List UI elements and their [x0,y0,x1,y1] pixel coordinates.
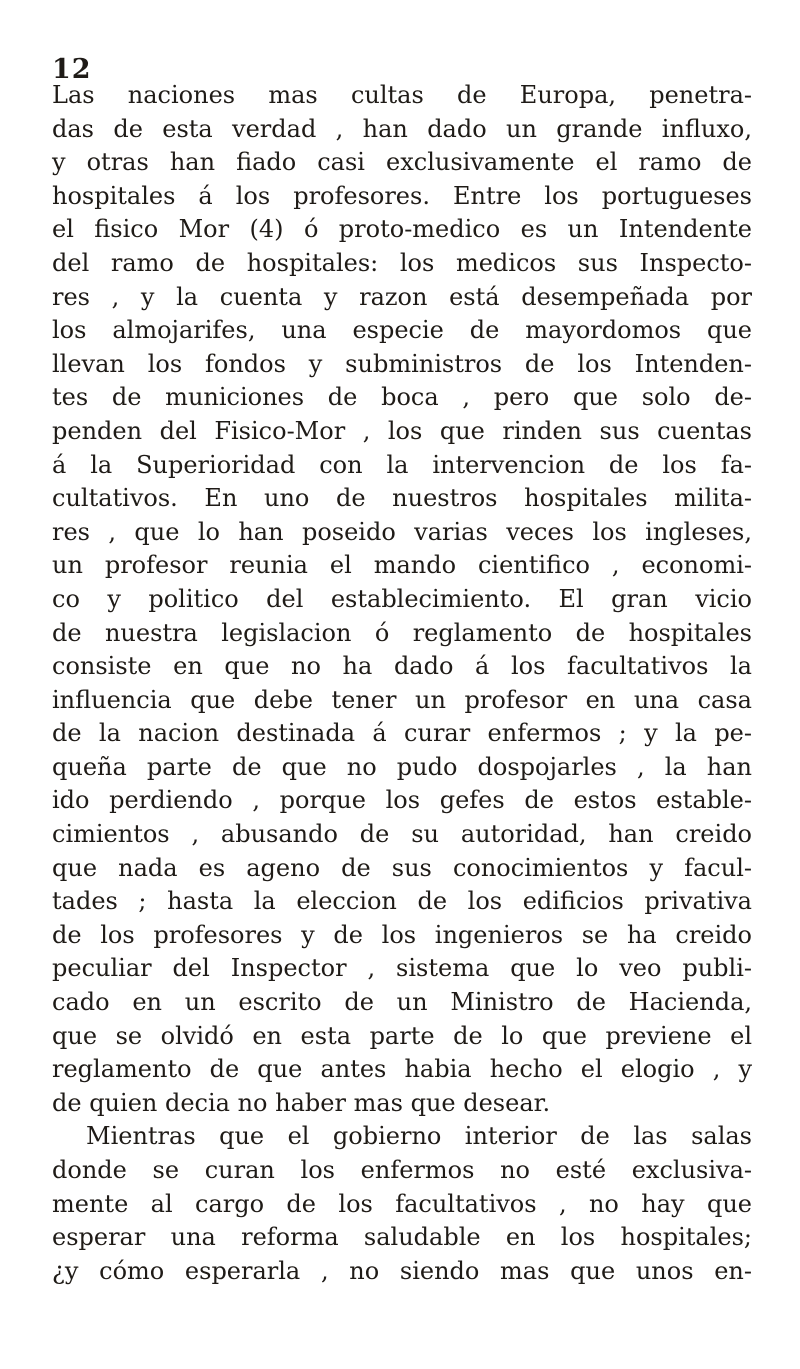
text-line: esperar una reforma saludable en los hospitales; [52,1223,752,1252]
text-line: tades ; hasta la eleccion de los edificios privativa [52,887,752,916]
text-line: influencia que debe tener un profesor en una casa [52,685,752,714]
text-line: queña parte de que no pudo dospojarles , la han [52,752,752,781]
text-line: cado en un escrito de un Ministro de Hacienda, [52,988,752,1017]
text-line: Las naciones mas cultas de Europa, penetra- [52,81,752,109]
text-line: á la Superioridad con la intervencion de los fa- [52,450,752,479]
text-line: penden del Fisico-Mor , los que rinden sus cuentas [52,416,752,445]
text-line: que nada es ageno de sus conocimientos y facul- [52,853,752,882]
text-line: co y politico del establecimiento. El gran vicio [52,584,752,613]
text-line: cultativos. En uno de nuestros hospitales milita- [52,484,752,513]
text-line: res , que lo han poseido varias veces los ingleses, [52,517,752,546]
text-line: los almojarifes, una especie de mayordomos que [52,316,752,345]
page-number: 12 [52,54,92,85]
text-line: que se olvidó en esta parte de lo que previene el [52,1021,752,1050]
text-line: reglamento de que antes habia hecho el elogio , y [52,1055,752,1084]
text-line: cimientos , abusando de su autoridad, han creido [52,820,752,849]
text-line: llevan los fondos y subministros de los Intenden- [52,349,752,378]
text-line: consiste en que no ha dado á los facultativos la [52,652,752,681]
text-line: res , y la cuenta y razon está desempeñada por [52,282,752,311]
text-line: das de esta verdad , han dado un grande influxo, [52,114,752,143]
text-line: del ramo de hospitales: los medicos sus Inspecto- [52,248,752,277]
text-line: un profesor reunia el mando cientifico , economi- [52,551,752,580]
text-line: de nuestra legislacion ó reglamento de hospitales [52,618,752,647]
text-line: tes de municiones de boca , pero que solo de- [52,383,752,412]
text-line: hospitales á los profesores. Entre los portugueses [52,181,752,210]
text-line: ¿y cómo esperarla , no siendo mas que unos en- [52,1256,752,1285]
text-line: y otras han fiado casi exclusivamente el ramo de [52,148,752,177]
text-line: el fisico Mor (4) ó proto-medico es un Intendente [52,215,752,244]
text-line: mente al cargo de los facultativos , no hay que [52,1189,752,1218]
text-line: de la nacion destinada á curar enfermos ; y la pe- [52,719,752,748]
text-line: donde se curan los enfermos no esté exclusiva- [52,1156,752,1184]
text-line: ido perdiendo , porque los gefes de estos estable- [52,786,752,815]
text-line: peculiar del Inspector , sistema que lo veo publi- [52,954,752,983]
body-text [52,79,752,1288]
text-line-paragraph-end: de quien decia no haber mas que desear. [52,1088,551,1117]
text-line-paragraph-start: Mientras que el gobierno interior de las salas [86,1122,752,1151]
text-line: de los profesores y de los ingenieros se ha creido [52,920,752,949]
